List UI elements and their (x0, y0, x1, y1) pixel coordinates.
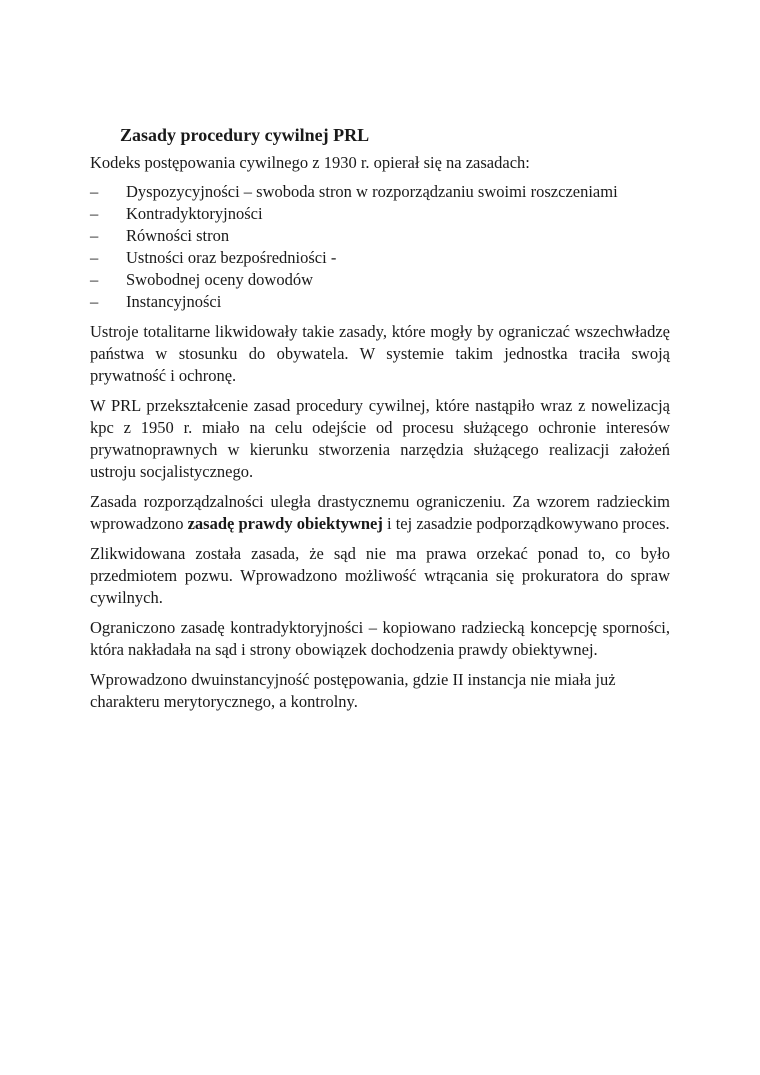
emphasized-principle: zasadę prawdy obiektywnej (187, 514, 383, 533)
paragraph-adversarial: Ograniczono zasadę kontradyktoryjności – kopiowano radziecką koncepcję sporności, która nakładała na sąd i strony obowiązek dochodzenia prawdy obiektywnej. (90, 618, 670, 659)
document-body (90, 124, 670, 721)
principles-list (90, 181, 670, 313)
list-item (90, 181, 670, 203)
bullet-dash: – (90, 248, 99, 267)
paragraph-objective-truth (90, 491, 670, 535)
bullet-dash: – (90, 270, 99, 289)
paragraph-totalitarian: Ustroje totalitarne likwidowały takie zasady, które mogły by ograniczać wszechwładzę państwa w stosunku do obywatela. W systemie takim jednostka traciła swoją prywatność i ochronę. (90, 322, 670, 385)
list-item-text: Instancyjności (126, 292, 222, 311)
list-item (90, 203, 670, 225)
paragraph-prl-reform: W PRL przekształcenie zasad procedury cywilnej, które nastąpiło wraz z nowelizacją kpc z 1950 r. miało na celu odejście od procesu służącego ochronie interesów prywatnoprawnych w kierunku stworzenia narzędzia służącego realizacji założeń ustroju socjalistycznego. (90, 396, 670, 481)
bullet-dash: – (90, 292, 99, 311)
paragraph-text-before: Zasada rozporządzalności uległa drastycznemu ograniczeniu. Za wzorem radzieckim wprowadzono (90, 492, 670, 533)
list-item (90, 291, 670, 313)
bullet-dash: – (90, 226, 99, 245)
paragraph-prosecutor: Zlikwidowana została zasada, że sąd nie ma prawa orzekać ponad to, co było przedmiotem pozwu. Wprowadzono możliwość wtrącania się prokuratora do spraw cywilnych. (90, 544, 670, 607)
list-item (90, 247, 670, 269)
intro-paragraph: Kodeks postępowania cywilnego z 1930 r. opierał się na zasadach: (90, 153, 530, 172)
list-item-text: Swobodnej oceny dowodów (126, 270, 313, 289)
document-title: Zasady procedury cywilnej PRL (120, 125, 370, 145)
paragraph-two-instances: Wprowadzono dwuinstancyjność postępowania, gdzie II instancja nie miała już charakteru merytorycznego, a kontrolny. (90, 670, 616, 711)
bullet-dash: – (90, 182, 99, 201)
paragraph-text-after: i tej zasadzie podporządkowywano proces. (382, 514, 670, 533)
list-item-text: Kontradyktoryjności (126, 204, 263, 223)
list-item-text: Ustności oraz bezpośredniości - (126, 248, 337, 267)
list-item (90, 225, 670, 247)
list-item (90, 269, 670, 291)
bullet-dash: – (90, 204, 99, 223)
list-item-text: Równości stron (126, 226, 230, 245)
list-item-text: Dyspozycyjności – swoboda stron w rozporządzaniu swoimi roszczeniami (126, 182, 618, 201)
